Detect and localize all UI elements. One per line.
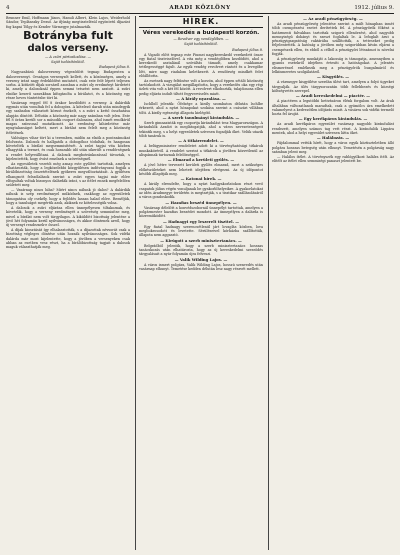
headline: Botrányba fult [23, 28, 113, 42]
news-item-heading: — Halálozás. — [316, 135, 350, 141]
article-paragraph: Brunner Emil, Hoffmann János, Hanuli Albert, Klein Lajos, Weiderhold Sándor, Teplánszky Dezső. Az ifjúság megtisztelésül egyöntetű díjazást fog kapni Tölgy és Kender Vármegye jutalmazták. [6, 16, 130, 29]
section-title: HÍREK. [139, 16, 263, 28]
article-paragraph: Vasárnap reggel fél 8 órakor kezdődött a verseny. A dalárdák egymás után vonultak fel a dobogóra. A kötelező darab után mindegyik egy szabadon választott kórust énekelt, s a zsűri a kettő összhatása alapján döntött. Délután a közönség már nagy számban volt jelen. Este fél 8 órára került sor a második csoport dalosaira, ahol ismét rendkívül magas színvonal mutatkozott. Az eredmény kihirdetése már nyugtalanságot keltett, mert a bírálat nem felelt meg a közönség ítéletének. [6, 100, 130, 135]
article-paragraph: A díjak kiosztását így elhalasztották, s a díjazottak névsorát csak a bizottság végleges döntése után hozzák nyilvánosságra. Sok vidéki dalárda már most kijelentette, hogy a jövőben a versenyeken csak abban az esetben vesz részt, ha a bírálóbizottság tagjait a dalosok maguk választhatják meg. [6, 228, 130, 250]
news-item-heading: — Kirúgott a szerb minisztertanács. — [160, 237, 242, 243]
news-item-heading: — A király nyaralása. — [176, 96, 226, 102]
article-paragraph: Az aradi kerékpáros egyesület vasárnap nagyobb kirándulást rendezett, amelyen számos tag vett részt. A kirándulók Lippára mentek, ahol a helyi egyesület szívesen látta őket. [272, 122, 394, 135]
news-item-heading: — Egy kerékpáros kirándulás. — [298, 116, 368, 122]
headline: Véres verekedés a budapesti korzón. [142, 29, 260, 36]
article-paragraph: A város ismert polgára, Valik Wilding Lajos, hosszú szenvedés után vasárnap elhunyt. Temetése kedden délután lesz nagy részvét mellett. [139, 262, 263, 271]
article-paragraph: Az egyesületek vezetői még aznap este gyűlést tartottak, amelyen elhatározták, hogy a legközelebbi közgyűlésen indítványozni fogják a bírálóbizottság összetételének gyökeres megváltoztatását. A gyűlésen elhangzott felszólalások szerint a zsűri egyes tagjai már előre elfogultak voltak bizonyos dalárdák iránt, s az ítélet ennek megfelelően született meg. [6, 161, 130, 188]
column-3 [272, 16, 394, 550]
article-paragraph: A dalosok a zsűri eljárása ellen ünnepélyesen tiltakoznak, és követelik, hogy a verseny eredményét a szövetség semmisítse meg, mivel a bírálat nem volt tárgyilagos. A kiküldött bizottság jelentése a jövő hét folyamán kerül nyilvánosságra, és akkor döntenek arról, hogy új versenyt rendeznek-e ősszel. [6, 206, 130, 228]
article-paragraph: Szerb gimnazisták egy csoportja kirándulást tesz Magyarországon. A kirándulók Aradot is meglátogatják, ahol a város nevezetességeit tekintik meg, s a helyi egyesületek szívesen fogadják őket. Velük utazik több tanáruk is. [139, 121, 263, 138]
article-paragraph: Egy fiatal hadnagy szerencsétlenül járt lovaglás közben, lova megbokrosodott és levetette. Sérüléseivel kórházba szállították, állapota nem aggasztó. [139, 224, 263, 238]
article-paragraph: Az esetnek nagy feltűnése volt a korzón, ahol éppen sétáló közönség tartózkodott. A vizsgálat megállapította, hogy a verekedés oka egy régi üzleti vita volt a két fél között. A revolvert elkobozták, tulajdonosa ellen pedig eljárás indult tiltott fegyverviselés miatt. [139, 78, 263, 96]
article-paragraph: Vasárnap délelőtt a honvédszobornál ünnepélyt tartottak, amelyen a polgármester hazafias beszédet mondott. Az ünnepélyen a dalárda is közreműködött. [139, 205, 263, 219]
article-paragraph: — Halálos ítélet. A törvényszék egy rablógyilkost halálra ítélt. Az elítélt az ítélet ellen semmiségi panaszt jelentett be. [272, 155, 394, 164]
news-item-heading: — Valik Wilding Lajos. — [174, 256, 228, 262]
article-paragraph: Az aradi pénzügyőrség jelentése szerint a múlt hónapban ismét több csempészési esetet derítettek fel. A pénzügyőrök főként a határmenti falvakban tartottak szigorú ellenőrzést, ahol nagyobb mennyiségű dohányt és szeszt foglaltak le. A lefoglalt árut a pénzügyigazgatóság raktárába szállították, a tetteseket pedig feljelentették. A hatóság a jövőben még szigorúbban kíván eljárni a csempészek ellen, és ebből a célból a pénzügyőri létszámot is növelni fogják. [272, 22, 394, 56]
news-item-heading: — Katonai hírek. — [180, 176, 222, 182]
page-number: 4 [6, 5, 10, 11]
column-2 [139, 16, 263, 550]
article-paragraph: Belgrádból jelentik, hogy a szerb minisztertanács hosszas tanácskozás után elhatározta, hogy az új kereskedelmi szerződés tárgyalásait a nyár folyamán újra felveszi. [139, 243, 263, 257]
article-paragraph: A piactéren a legutóbbi hetivásáron élénk forgalom volt. Az árak általában változatlanok maradtak, csak a gyümölcs ára emelkedett valamelyest a kedvezőtlen időjárás miatt. A vásárra sok vidéki termelő hozta fel áruját. [272, 99, 394, 116]
article-paragraph: Fájdalommal vettük hírét, hogy a város egyik köztiszteletben álló polgára hosszas betegség után elhunyt. Temetésén a polgárság nagy számban jelent meg. [272, 141, 394, 154]
article-paragraph: A Vigadó előtt tegnap este Fiumei nagykereskedő verekedett össze egy fiatal tisztviselővel. A vita még a vendéglőben kezdődött, ahol a kereskedő asztalánál szóváltás támadt, amely csakhamar tettlegességgé fajult. Az egyik vendég revolvert rántott és a levegőbe lőtt, mire nagy riadalom keletkezett. A rendőrség mindkét felet előállította. [139, 52, 263, 78]
news-item-heading: — Aradi kereskedelmi — piactér. — [295, 93, 371, 99]
byline: Saját tudósítónktól. [184, 42, 218, 47]
byline: Saját tudósítónktól. [51, 60, 85, 64]
news-item-heading: — A szerb tanulmányi kirándulás. — [162, 115, 240, 121]
news-item-heading: — Az aradi pénzügyőrség. — [303, 16, 363, 22]
issue-date: 1912. július 9. [354, 5, 394, 11]
article-paragraph: A belügyminiszter rendeletet adott ki a törvényhatósági titkárok munkaköréről. A rendelet szerint a titkárok a jövőben közvetlenül az alispánnak tartoznak felelősséggel. [139, 144, 263, 157]
article-paragraph: A király elrendelte, hogy a nyári hadgyakorlatokon részt vevő csapatok július végén vonuljanak be gyakorlóhelyeikre. A gyakorlatokat az idén Aradmegye területén is megtartják, s a tisztikar szállásolásáról a város gondoskodik. [139, 182, 263, 200]
newspaper-title: ARADI KÖZLÖNY [169, 5, 231, 11]
article-paragraph: Valóságos vihar tört ki a teremben, midőn az elnök a pontszámokat felolvasta. Dalosok és hallgatók a dobogóhoz tódultak, és hangosan követelték a bírálat megsemmisítését. A zsűri tagjai vita közben elhagyták a termet, és csak hosszabb idő után sikerült a rendőrségnek a rendet helyreállítani. A dalosok megbotránkozással távoztak, s kijelentették, hogy óvást emelnek a szövetségnél. [6, 135, 130, 161]
masthead [6, 3, 394, 14]
article-paragraph: Ischlből jelentik: Őfelsége a király szombaton délután Ischlbe érkezett, ahol a nyári hónapokat szokása szerint a császári villában tölti. A király egészségi állapota kielégítő. [139, 102, 263, 115]
article-paragraph: A jövő hétre tervezett kerületi gyűlés elmarad, mert a szükséges előkészületeket nem lehetett idejében elvégezni. Az új időpontot később állapítják meg. [139, 163, 263, 176]
dateline: Budapest július 8. [99, 65, 130, 70]
column-1 [6, 16, 130, 550]
subheadline: — Revolver egy vendéglőben. — [173, 37, 229, 42]
subheadline: — A zsűri pártoskodása. — [44, 54, 92, 59]
news-item-heading: — Elmarad a kerületi gyűlés. — [167, 157, 235, 163]
news-item-heading: — Kisgyűlés. — [316, 74, 350, 80]
column-divider [268, 16, 269, 550]
headline: dalos verseny. [27, 42, 109, 54]
news-item-heading: — A titkárrendelet. — [178, 138, 224, 144]
column-divider [135, 16, 136, 550]
dateline: Budapest július 8. [232, 47, 263, 52]
article-paragraph: — Vasárnap nincs hiba? Miért nincs nálunk jó dalos? A dalárdák nálunk is szép eredménnyel működnek, csakhogy az egyesületek támogatása oly csekély, hogy a fejlődés lassan halad előre. Reméljük, hogy a tanulságot megértik azok, akiknek ez kötelességük volna. [6, 188, 130, 205]
article-paragraph: A pénzügyőrség munkáját a lakosság is támogatja, amennyiben a gyanús esetekről idejében értesíti a hatóságokat. A jelentés elismeréssel emlékezik meg a pénzügyőrök buzgalmáról és lelkiismeretes szolgálatáról. [272, 57, 394, 74]
article-paragraph: A vármegye kisgyűlése szerdán ülést tart, amelyen a folyó ügyeket tárgyalják. Az ülés tárgysorozatán több fellebbezés és községi költségvetés szerepel. [272, 80, 394, 93]
news-item-heading: — Hazafias beszéd ünnepélyen. — [165, 199, 237, 205]
news-item-heading: — Hadnagyi egy leszerelt tiszttel. — [162, 218, 240, 224]
article-paragraph: Nagyszabású dalosverseny végeződött tegnap Budapesten a dalosversenyt. Országos versenyzőt kellett, és a közönséges, amely a verseny iránt nagy érdeklődést mutatott, csak este felé lépett teljesen sorba. A kitűzött díjak sorsáról azonban a zsűri oly eredményt hirdetett ki, amely a dalosoknál éppen semmi tetszést nem aratott. A zsűri elnöke keserű szavakban kifogásolta a bírálatot, és a közönség egy része heves tüntetésbe tört ki. [6, 70, 130, 100]
